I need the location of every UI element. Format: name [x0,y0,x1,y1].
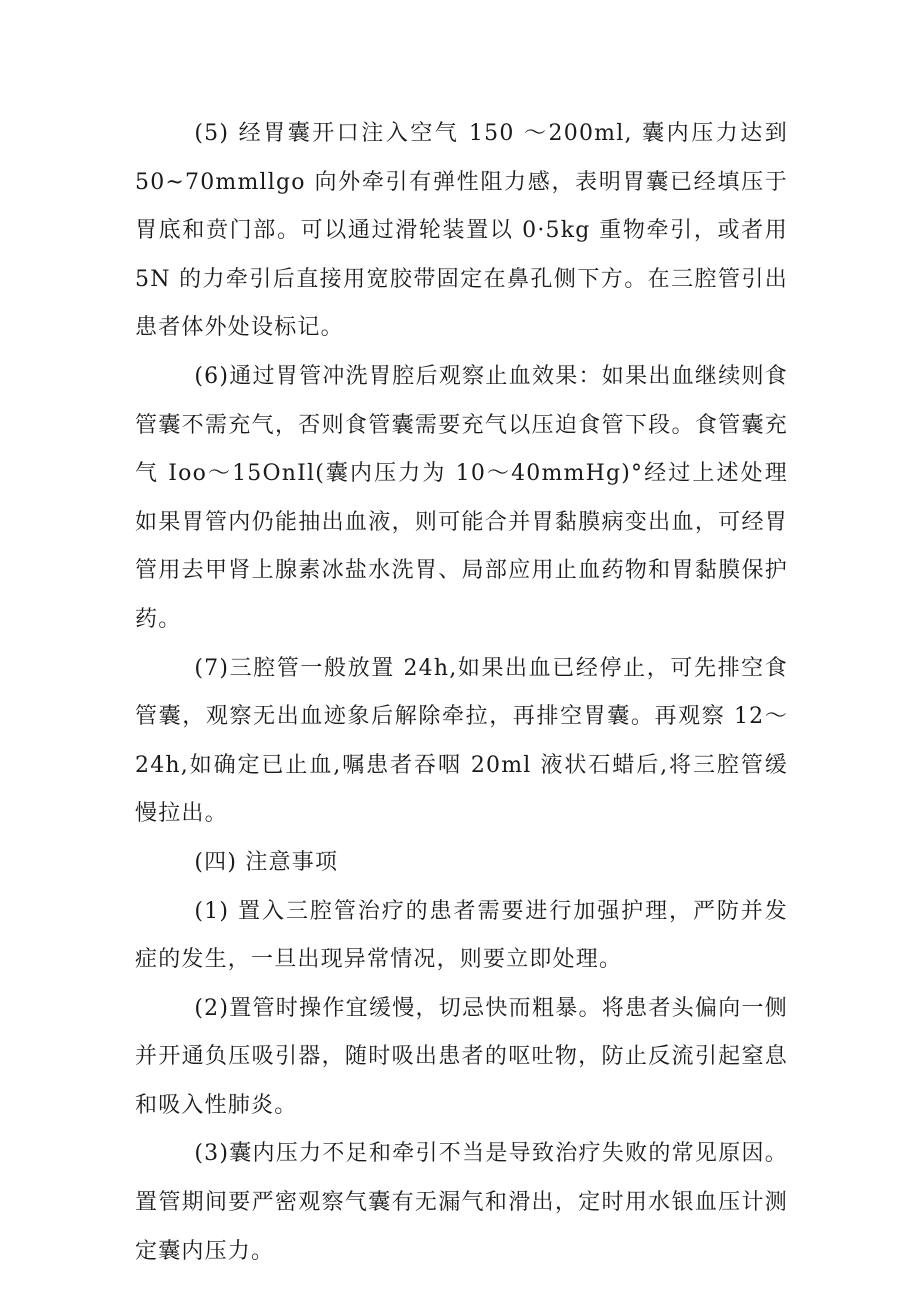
note-item-1: (1) 置入三腔管治疗的患者需要进行加强护理，严防并发症的发生，一旦出现异常情况，则要立即处理。 [135,898,788,973]
note-item-2: (2)置管时操作宜缓慢，切忌快而粗暴。将患者头偏向一侧并开通负压吸引器，随时吸出患者的呕吐物，防止反流引起窒息和吸入性肺炎。 [135,995,788,1118]
section-heading-precautions: (四) 注意事项 [194,849,339,875]
paragraph-step-5: (5) 经胃囊开口注入空气 150 ～200ml, 囊内压力达到 50~70mmllgo 向外牵引有弹性阻力感，表明胃囊已经填压于胃底和贲门部。可以通过滑轮装置以 0·5kg 重物牵引，或者用 5N 的力牵引后直接用宽胶带固定在鼻孔侧下方。在三腔管引出患者体外处设标记。 [135,121,788,341]
paragraph-step-6: (6)通过胃管冲洗胃腔后观察止血效果：如果出血继续则食管囊不需充气，否则食管囊需要充气以压迫食管下段。食管囊充气 Ioo～15OnIl(囊内压力为 10～40mmHg)°经过上述处理如果胃管内仍能抽出血液，则可能合并胃黏膜病变出血，可经胃管用去甲肾上腺素冰盐水洗胃、局部应用止血药物和胃黏膜保护药。 [135,363,788,632]
note-item-3: (3)囊内压力不足和牵引不当是导致治疗失败的常见原因。置管期间要严密观察气囊有无漏气和滑出，定时用水银血压计测定囊内压力。 [135,1141,788,1264]
paragraph-step-7: (7)三腔管一般放置 24h,如果出血已经停止，可先排空食管囊，观察无出血迹象后解除牵拉，再排空胃囊。再观察 12～24h,如确定已止血,嘱患者吞咽 20ml 液状石蜡后,将三腔管缓慢拉出。 [135,655,788,827]
document-body [135,110,788,1276]
